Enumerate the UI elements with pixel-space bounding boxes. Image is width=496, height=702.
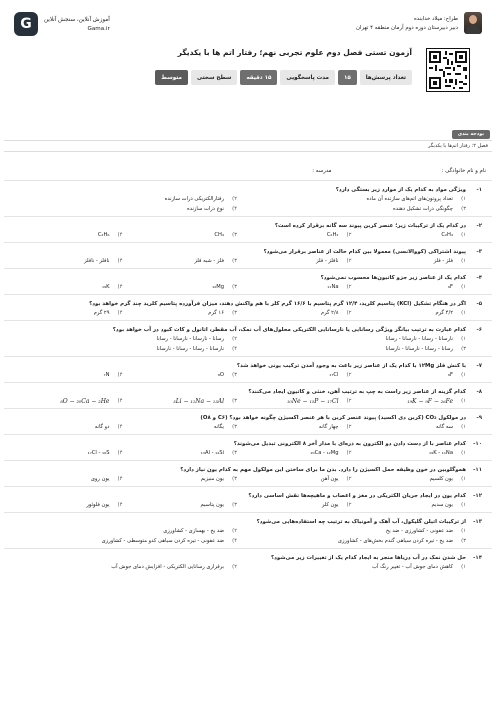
option-text: یون پتاسیم	[200, 502, 224, 508]
school-label: مدرسه :	[312, 168, 332, 174]
option-number: ۱)	[461, 528, 466, 534]
answer-option[interactable]	[243, 501, 352, 510]
option-text: ۲۹ گرم	[93, 310, 110, 316]
answer-option[interactable]	[358, 475, 467, 484]
answer-option[interactable]	[129, 309, 238, 318]
question-item	[4, 382, 492, 408]
question-item	[4, 512, 492, 548]
option-text: ₂₀Ca - ₁₂Mg	[310, 450, 339, 456]
answer-option[interactable]	[129, 371, 238, 380]
answer-option[interactable]	[243, 309, 352, 318]
answer-options	[14, 371, 482, 380]
option-text: رسانا - رسانا - نارسانا - نارسانا	[385, 346, 453, 352]
option-number: ۳)	[232, 502, 237, 508]
option-number: ۳)	[461, 538, 466, 544]
question-item	[4, 320, 492, 356]
option-text: ₁₇Cl	[329, 372, 339, 378]
answer-option[interactable]	[243, 231, 352, 240]
option-number: ۴)	[117, 310, 123, 316]
option-number: ۱)	[461, 424, 466, 430]
option-number: ۲)	[232, 528, 237, 534]
option-text: ₁₉K	[101, 284, 110, 290]
exam-title: آزمون تستی فصل دوم علوم تجربی نهم؛ رفتار اتم ها با یکدیگر	[177, 48, 412, 57]
option-text: ضد یخ - تیره کردن سیاهی گندم بخش‌های - کشاورزی	[337, 538, 453, 544]
question-list	[4, 180, 492, 574]
answer-option[interactable]	[14, 397, 123, 406]
option-number: ۳)	[232, 424, 237, 430]
question-item	[4, 486, 492, 512]
option-text: یون فلوئور	[86, 502, 110, 508]
answer-option[interactable]	[358, 257, 467, 266]
answer-options	[14, 449, 482, 458]
option-number: ۱)	[461, 564, 466, 570]
question-number: ۴-	[476, 275, 482, 281]
answer-options	[14, 397, 482, 406]
question-text: اگر در هنگام تشکیل (KCl) پتاسیم کلرید، ۱۲/۴ گرم پتاسیم با ۱۶/۶ گرم کلر با هم واکنش دهند، میزان فرآورده پتاسیم کلرید چند گرم خواهد بود؟	[89, 301, 466, 307]
option-text: C₂H₆	[97, 232, 110, 238]
option-text: ضد عفونی - کشاورزی - ضد یخ	[385, 528, 453, 534]
option-text: ₁₉K − ₉F − ₂₆Fe	[407, 398, 453, 405]
option-text: CH₄	[214, 232, 224, 238]
option-text: یون سدیم	[431, 502, 453, 508]
option-number: ۲)	[346, 258, 352, 264]
option-text: دو گانه	[94, 424, 110, 430]
option-text: رسانا - نارسانا - نارسانا - رسانا	[156, 336, 224, 342]
exam-meta	[155, 70, 412, 85]
option-text: نارسانا - رسانا - رسانا - نارسانا	[156, 346, 224, 352]
option-text: ₁₀Ne − ₁₅P − ₁₇Cl	[287, 398, 339, 405]
option-number: ۴)	[117, 424, 123, 430]
answer-option[interactable]	[14, 309, 123, 318]
option-number: ۲)	[346, 232, 352, 238]
option-number: ۴)	[117, 284, 123, 290]
answer-option[interactable]	[14, 231, 123, 240]
option-text: چهار گانه	[318, 424, 339, 430]
answer-option[interactable]	[129, 475, 238, 484]
question-item	[4, 548, 492, 574]
option-number: ۴)	[117, 258, 123, 264]
option-text: نوع ذرات سازنده	[187, 206, 224, 212]
option-number: ۱)	[461, 476, 466, 482]
brand-tagline: آموزش آنلاین، سنجش آنلاین	[44, 16, 110, 23]
question-item	[4, 242, 492, 268]
answer-options	[14, 195, 482, 214]
answer-option[interactable]	[129, 449, 238, 458]
option-text: ۱۶ گرم	[208, 310, 224, 316]
option-number: ۲)	[346, 398, 352, 404]
option-text: یون آهن	[320, 476, 339, 482]
question-item	[4, 356, 492, 382]
option-text: یون روی	[90, 476, 110, 482]
question-text: از ترکیبات اتیلن گلیکول، آب آهک و آمونیاک به ترتیب چه استفاده‌هایی می‌شود؟	[256, 519, 466, 525]
question-number: ۱۱-	[473, 467, 482, 473]
answer-option[interactable]	[14, 449, 123, 458]
question-item	[4, 180, 492, 216]
answer-option[interactable]	[129, 283, 238, 292]
answer-option[interactable]	[129, 423, 238, 432]
question-item	[4, 434, 492, 460]
question-item	[4, 294, 492, 320]
option-number: ۴)	[117, 232, 123, 238]
option-text: ₁₇Cl - ₁₆S	[87, 450, 110, 456]
option-text: یون منیزیم	[200, 476, 224, 482]
question-text: با کنش فلز ۱۲Mg با کدام یک از عناصر زیر باعث به وجود آمدن ترکیب یونی خواهد شد؟	[236, 363, 466, 369]
answer-options	[14, 283, 482, 292]
answer-option[interactable]	[129, 257, 238, 266]
question-text: حل شدن نمک در آب دریاها منجر به ایجاد کدام یک از تغییرات زیر می‌شود؟	[270, 555, 466, 561]
answer-option[interactable]	[14, 205, 237, 214]
option-number: ۴)	[117, 398, 123, 404]
answer-option[interactable]	[14, 501, 123, 510]
option-text: C₂H₄	[441, 232, 453, 238]
question-text: در مولکول CO₂ (کربن دی اکسید) پیوند عنصر کربن با هر عنصر اکسیژن چگونه خواهد بود؟ (C۶ و O۸)	[200, 415, 466, 421]
answer-options	[14, 309, 482, 318]
option-text: ۲/۸ گرم	[320, 310, 339, 316]
option-text: یگانه	[213, 424, 224, 430]
answer-option[interactable]	[243, 449, 352, 458]
answer-option[interactable]	[243, 257, 352, 266]
option-number: ۲)	[346, 450, 352, 456]
option-number: ۱)	[461, 196, 466, 202]
option-number: ۱)	[461, 398, 466, 404]
answer-option[interactable]	[14, 345, 237, 354]
option-number: ۳)	[232, 258, 237, 264]
page-header	[14, 8, 482, 96]
option-number: ۱)	[461, 284, 466, 290]
option-text: ₁₃Al - ₁₄Si	[200, 450, 224, 456]
answer-option[interactable]	[243, 537, 466, 546]
meta-cell: ۱۵ دقیقه	[240, 70, 277, 85]
question-number: ۱۴-	[473, 555, 482, 561]
question-number: ۱-	[476, 187, 482, 193]
option-number: ۱)	[461, 450, 466, 456]
answer-options	[14, 257, 482, 266]
answer-option[interactable]	[14, 537, 237, 546]
question-text: ویژگی مواد به کدام یک از موارد زیر بستگی دارد؟	[335, 187, 466, 193]
option-number: ۴)	[117, 372, 123, 378]
option-number: ۱)	[461, 232, 466, 238]
budget-badge: بودجه بندی	[452, 130, 490, 139]
option-text: ₁₁Na	[327, 284, 339, 290]
option-number: ۱)	[461, 336, 466, 342]
option-text: سه گانه	[435, 424, 453, 430]
option-number: ۳)	[232, 398, 237, 404]
option-text: ₉F	[447, 284, 453, 290]
answer-option[interactable]	[243, 563, 466, 572]
option-number: ۳)	[461, 346, 466, 352]
option-text: C₂H₂	[326, 232, 339, 238]
question-text: کدام عناصر با از دست دادن دو الکترون به ذره‌ای با مدار آخر ۸ الکترونی تبدیل می‌شوند؟	[233, 441, 466, 447]
option-number: ۲)	[232, 564, 237, 570]
teacher-school: دبیر دبیرستان دوره دوم آرمان منطقه ۴ تهران	[356, 24, 458, 31]
option-number: ۲)	[346, 372, 352, 378]
answer-options	[14, 501, 482, 510]
option-number: ۴)	[232, 206, 237, 212]
option-number: ۴)	[117, 450, 123, 456]
answer-option[interactable]	[243, 371, 352, 380]
option-number: ۳)	[461, 206, 466, 212]
meta-cell: سطح سختی	[191, 70, 237, 85]
answer-options	[14, 231, 482, 240]
option-text: یون کلسیم	[429, 476, 453, 482]
meta-cell: ۱۵	[338, 70, 357, 85]
answer-option[interactable]	[14, 283, 123, 292]
answer-option[interactable]	[243, 397, 352, 406]
option-number: ۱)	[461, 372, 466, 378]
option-text: ₁₂Mg	[212, 284, 224, 290]
option-text: تعداد پروتون‌های اتم‌های سازنده آن ماده	[366, 196, 453, 202]
answer-option[interactable]	[243, 423, 352, 432]
option-text: رفتارالکتریکی ذرات سازنده	[164, 196, 224, 202]
meta-cell: مدت پاسخگویی	[280, 70, 335, 85]
option-text: ₇N	[103, 372, 110, 378]
option-text: کاهش دمای جوش آب - تغییر رنگ آب	[372, 564, 453, 570]
question-number: ۱۲-	[473, 493, 482, 499]
teacher-info	[356, 12, 482, 34]
answer-option[interactable]	[358, 283, 467, 292]
question-text: کدام عبارت به ترتیب بیانگر ویژگی رسانایی یا نارسانایی الکتریکی محلول‌های آب نمک، آب مقطر، اتانول و کات کبود در آب خواهد بود؟	[112, 327, 466, 333]
option-text: ₁₉K - ₁₁Na	[429, 450, 453, 456]
chapter-line: فصل ۲: رفتار اتم‌ها با یکدیگر	[4, 140, 492, 152]
answer-option[interactable]	[358, 449, 467, 458]
question-item	[4, 460, 492, 486]
option-text: نافلز - فلز	[316, 258, 339, 264]
option-number: ۲)	[346, 502, 352, 508]
option-number: ۳)	[232, 372, 237, 378]
option-number: ۲)	[346, 476, 352, 482]
teacher-name: طراح: میلاد خدابنده	[413, 15, 458, 22]
question-text: کدام یک از عناصر زیر جزو کاتیون‌ها محسوب نمی‌شود؟	[320, 275, 466, 281]
option-text: ₈O − ₂₀Ca − ₂He	[60, 398, 110, 405]
answer-option[interactable]	[358, 231, 467, 240]
option-text: ضد عفونی - تیره کردن سیاهی کدو متوسطی - کشاورزی	[101, 538, 224, 544]
option-text: ۴/۲ گرم	[435, 310, 453, 316]
option-text: ₃Li − ₁₁Na − ₁₃Al	[173, 398, 224, 405]
answer-options	[14, 423, 482, 432]
answer-option[interactable]	[358, 501, 467, 510]
option-number: ۲)	[232, 336, 237, 342]
question-number: ۱۰-	[473, 441, 482, 447]
option-text: ₈O	[217, 372, 224, 378]
option-text: فلز - شبه فلز	[194, 258, 224, 264]
option-number: ۲)	[346, 424, 352, 430]
answer-option[interactable]	[129, 397, 238, 406]
answer-option[interactable]	[243, 475, 352, 484]
answer-option[interactable]	[14, 257, 123, 266]
option-number: ۴)	[117, 476, 123, 482]
question-item	[4, 408, 492, 434]
answer-option[interactable]	[243, 283, 352, 292]
answer-option[interactable]	[358, 371, 467, 380]
answer-option[interactable]	[14, 527, 237, 536]
option-number: ۲)	[346, 310, 352, 316]
answer-option[interactable]	[358, 309, 467, 318]
qr-code	[426, 48, 470, 92]
question-text: در کدام یک از ترکیبات زیر؛ عنصر کربن پیوند سه گانه برقرار کرده است؟	[274, 223, 466, 229]
option-number: ۳)	[232, 476, 237, 482]
brand[interactable]	[14, 12, 110, 36]
question-text: کدام یون در ایجاد جریان الکتریکی در مغز و اعصاب و ماهیچه‌ها نقش اساسی دارد؟	[248, 493, 466, 499]
question-number: ۷-	[476, 363, 482, 369]
question-item	[4, 216, 492, 242]
name-label: نام و نام خانوادگی :	[441, 168, 486, 174]
question-number: ۸-	[476, 389, 482, 395]
question-number: ۲-	[476, 223, 482, 229]
answer-options	[14, 563, 482, 572]
option-text: یون کلر	[321, 502, 339, 508]
answer-option[interactable]	[14, 335, 237, 344]
answer-option[interactable]	[14, 371, 123, 380]
answer-option[interactable]	[358, 397, 467, 406]
answer-options	[14, 335, 482, 354]
question-text: پیوند اشتراکی (کووالانسی) معمولا بین کدام حالت از عناصر برقرار می‌شود؟	[263, 249, 466, 255]
answer-option[interactable]	[129, 501, 238, 510]
answer-option[interactable]	[14, 563, 237, 572]
question-text: کدام گزینه از عناصر زیر راست به چپ به ترتیب آهن، خنثی و کاتیون ایجاد می‌کنند؟	[248, 389, 466, 395]
question-text: هموگلوبین در خون وظیفه حمل اکسیژن را دارد. بدن ما برای ساختن این مولکول مهم به کدام یون نیاز دارد؟	[180, 467, 466, 473]
option-number: ۲)	[346, 284, 352, 290]
option-number: ۳)	[232, 232, 237, 238]
option-number: ۴)	[232, 538, 237, 544]
meta-cell: تعداد پرسش‌ها	[360, 70, 412, 85]
answer-options	[14, 475, 482, 484]
option-number: ۳)	[232, 450, 237, 456]
meta-cell: متوسط	[155, 70, 188, 85]
option-number: ۳)	[232, 284, 237, 290]
question-number: ۶-	[476, 327, 482, 333]
budget-section	[4, 130, 492, 152]
answer-options	[14, 527, 482, 546]
brand-domain: Gama.ir	[87, 25, 110, 32]
option-text: فلز - فلز	[433, 258, 453, 264]
question-number: ۵-	[476, 301, 482, 307]
answer-option[interactable]	[243, 527, 466, 536]
option-text: برقراری رسانایی الکتریکی - افزایش دمای جوش آب	[111, 564, 224, 570]
option-number: ۱)	[461, 258, 466, 264]
option-number: ۲)	[232, 196, 237, 202]
answer-option[interactable]	[14, 475, 123, 484]
answer-option[interactable]	[129, 231, 238, 240]
answer-option[interactable]	[243, 335, 466, 344]
question-number: ۹-	[476, 415, 482, 421]
student-info-row	[10, 168, 486, 174]
option-text: ضد یخ - بهسازی - کشاورزی	[163, 528, 224, 534]
answer-option[interactable]	[358, 423, 467, 432]
option-number: ۴)	[232, 346, 237, 352]
answer-option[interactable]	[243, 205, 466, 214]
question-number: ۱۳-	[473, 519, 482, 525]
teacher-avatar	[464, 12, 482, 34]
option-text: ₉F	[447, 372, 453, 378]
option-text: نافلز - نافلز	[84, 258, 110, 264]
option-number: ۱)	[461, 310, 466, 316]
question-item	[4, 268, 492, 294]
question-number: ۳-	[476, 249, 482, 255]
option-number: ۳)	[232, 310, 237, 316]
option-number: ۴)	[117, 502, 123, 508]
option-text: نارسانا - رسانا - نارسانا - رسانا	[385, 336, 453, 342]
option-text: چگونگی ذرات تشکیل دهنده	[393, 206, 453, 212]
answer-option[interactable]	[243, 345, 466, 354]
answer-option[interactable]	[243, 195, 466, 204]
answer-option[interactable]	[14, 423, 123, 432]
option-number: ۱)	[461, 502, 466, 508]
answer-option[interactable]	[14, 195, 237, 204]
brand-logo: G	[14, 12, 38, 36]
